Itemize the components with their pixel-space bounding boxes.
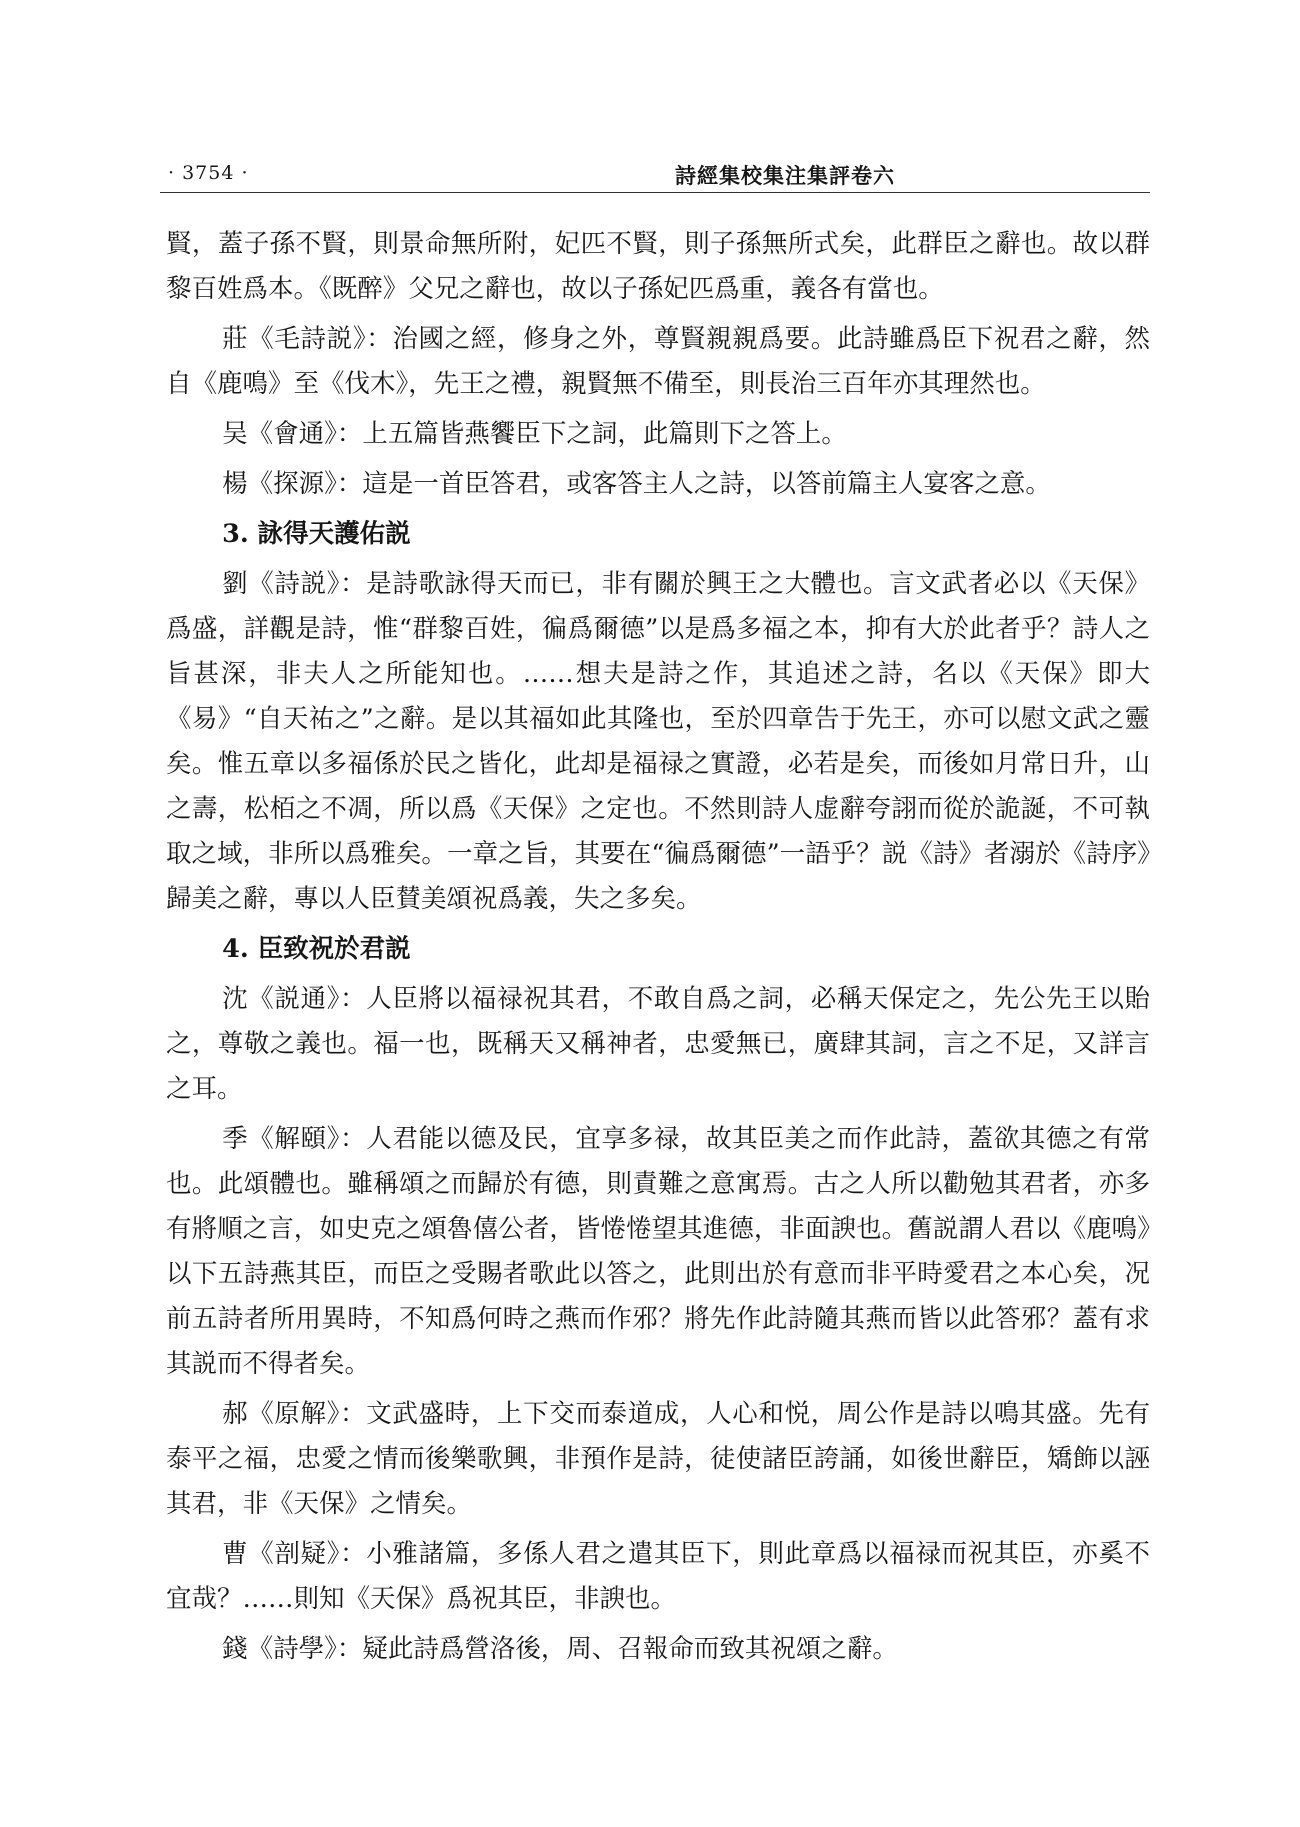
header-rule: [160, 192, 1150, 193]
paragraph: 吴《會通》：上五篇皆燕饗臣下之詞，此篇則下之答上。: [222, 419, 847, 449]
section-heading: 3. 詠得天護佑説: [222, 519, 411, 549]
paragraph: 莊《毛詩説》：治國之經，修身之外，尊賢親親爲要。此詩雖爲臣下祝君之辭，然自《鹿鳴》至《伐木》，先王之禮，親賢無不備至，則長治三百年亦其理然也。: [166, 324, 1150, 399]
paragraph: 沈《説通》：人臣將以福禄祝其君，不敢自爲之詞，必稱天保定之，先公先王以貽之，尊敬之義也。福一也，既稱天又稱神者，忠愛無已，廣肆其詞，言之不足，又詳言之耳。: [166, 984, 1150, 1104]
paragraph: 劉《詩説》：是詩歌詠得天而已，非有關於興王之大體也。言文武者必以《天保》爲盛，詳觀是詩，惟“群黎百姓，徧爲爾德”以是爲多福之本，抑有大於此者乎？詩人之旨甚深，非夫人之所能知也。……想夫是詩之作，其追述之詩，名以《天保》即大《易》“自天祐之”之辭。是以其福如此其隆也，至於四章告于先王，亦可以慰文武之靈矣。惟五章以多福係於民之皆化，此却是福禄之實證，必若是矣，而後如月常日升，山之壽，松栢之不凋，所以爲《天保》之定也。不然則詩人虚辭夸詡而從於詭誕，不可執取之域，非所以爲雅矣。一章之旨，其要在“徧爲爾德”一語乎？説《詩》者溺於《詩序》歸美之辭，專以人臣賛美頌祝爲義，失之多矣。: [166, 569, 1150, 914]
running-title: 詩經集校集注集評卷六: [675, 163, 895, 188]
body-text: [166, 222, 1150, 1677]
section-heading: 4. 臣致祝於君説: [222, 934, 411, 964]
paragraph: 季《解頤》：人君能以德及民，宜享多禄，故其臣美之而作此詩，蓋欲其德之有常也。此頌體也。雖稱頌之而歸於有德，則責難之意寓焉。古之人所以勸勉其君者，亦多有將順之言，如史克之頌魯僖公者，皆惓惓望其進德，非面諛也。舊説謂人君以《鹿鳴》以下五詩燕其臣，而臣之受賜者歌此以答之，此則出於有意而非平時愛君之本心矣，况前五詩者所用異時，不知爲何時之燕而作邪？將先作此詩隨其燕而皆以此答邪？蓋有求其説而不得者矣。: [166, 1124, 1150, 1379]
paragraph: 錢《詩學》：疑此詩爲營洛後，周、召報命而致其祝頌之辭。: [222, 1634, 898, 1664]
page-header: [160, 158, 1150, 198]
paragraph: 郝《原解》：文武盛時，上下交而泰道成，人心和悦，周公作是詩以鳴其盛。先有泰平之福，忠愛之情而後樂歌興，非預作是詩，徒使諸臣誇誦，如後世辭臣，矯飾以誣其君，非《天保》之情矣。: [166, 1399, 1150, 1519]
paragraph: 楊《探源》：這是一首臣答君，或客答主人之詩，以答前篇主人宴客之意。: [222, 469, 1051, 499]
paragraph: 賢，蓋子孫不賢，則景命無所附，妃匹不賢，則子孫無所式矣，此群臣之辭也。故以群黎百姓爲本。《既醉》父兄之辭也，故以子孫妃匹爲重，義各有當也。: [166, 229, 1150, 304]
paragraph: 曹《剖疑》：小雅諸篇，多係人君之遣其臣下，則此章爲以福禄而祝其臣，亦奚不宜哉？……則知《天保》爲祝其臣，非諛也。: [166, 1539, 1150, 1614]
page-number: · 3754 ·: [168, 162, 249, 184]
